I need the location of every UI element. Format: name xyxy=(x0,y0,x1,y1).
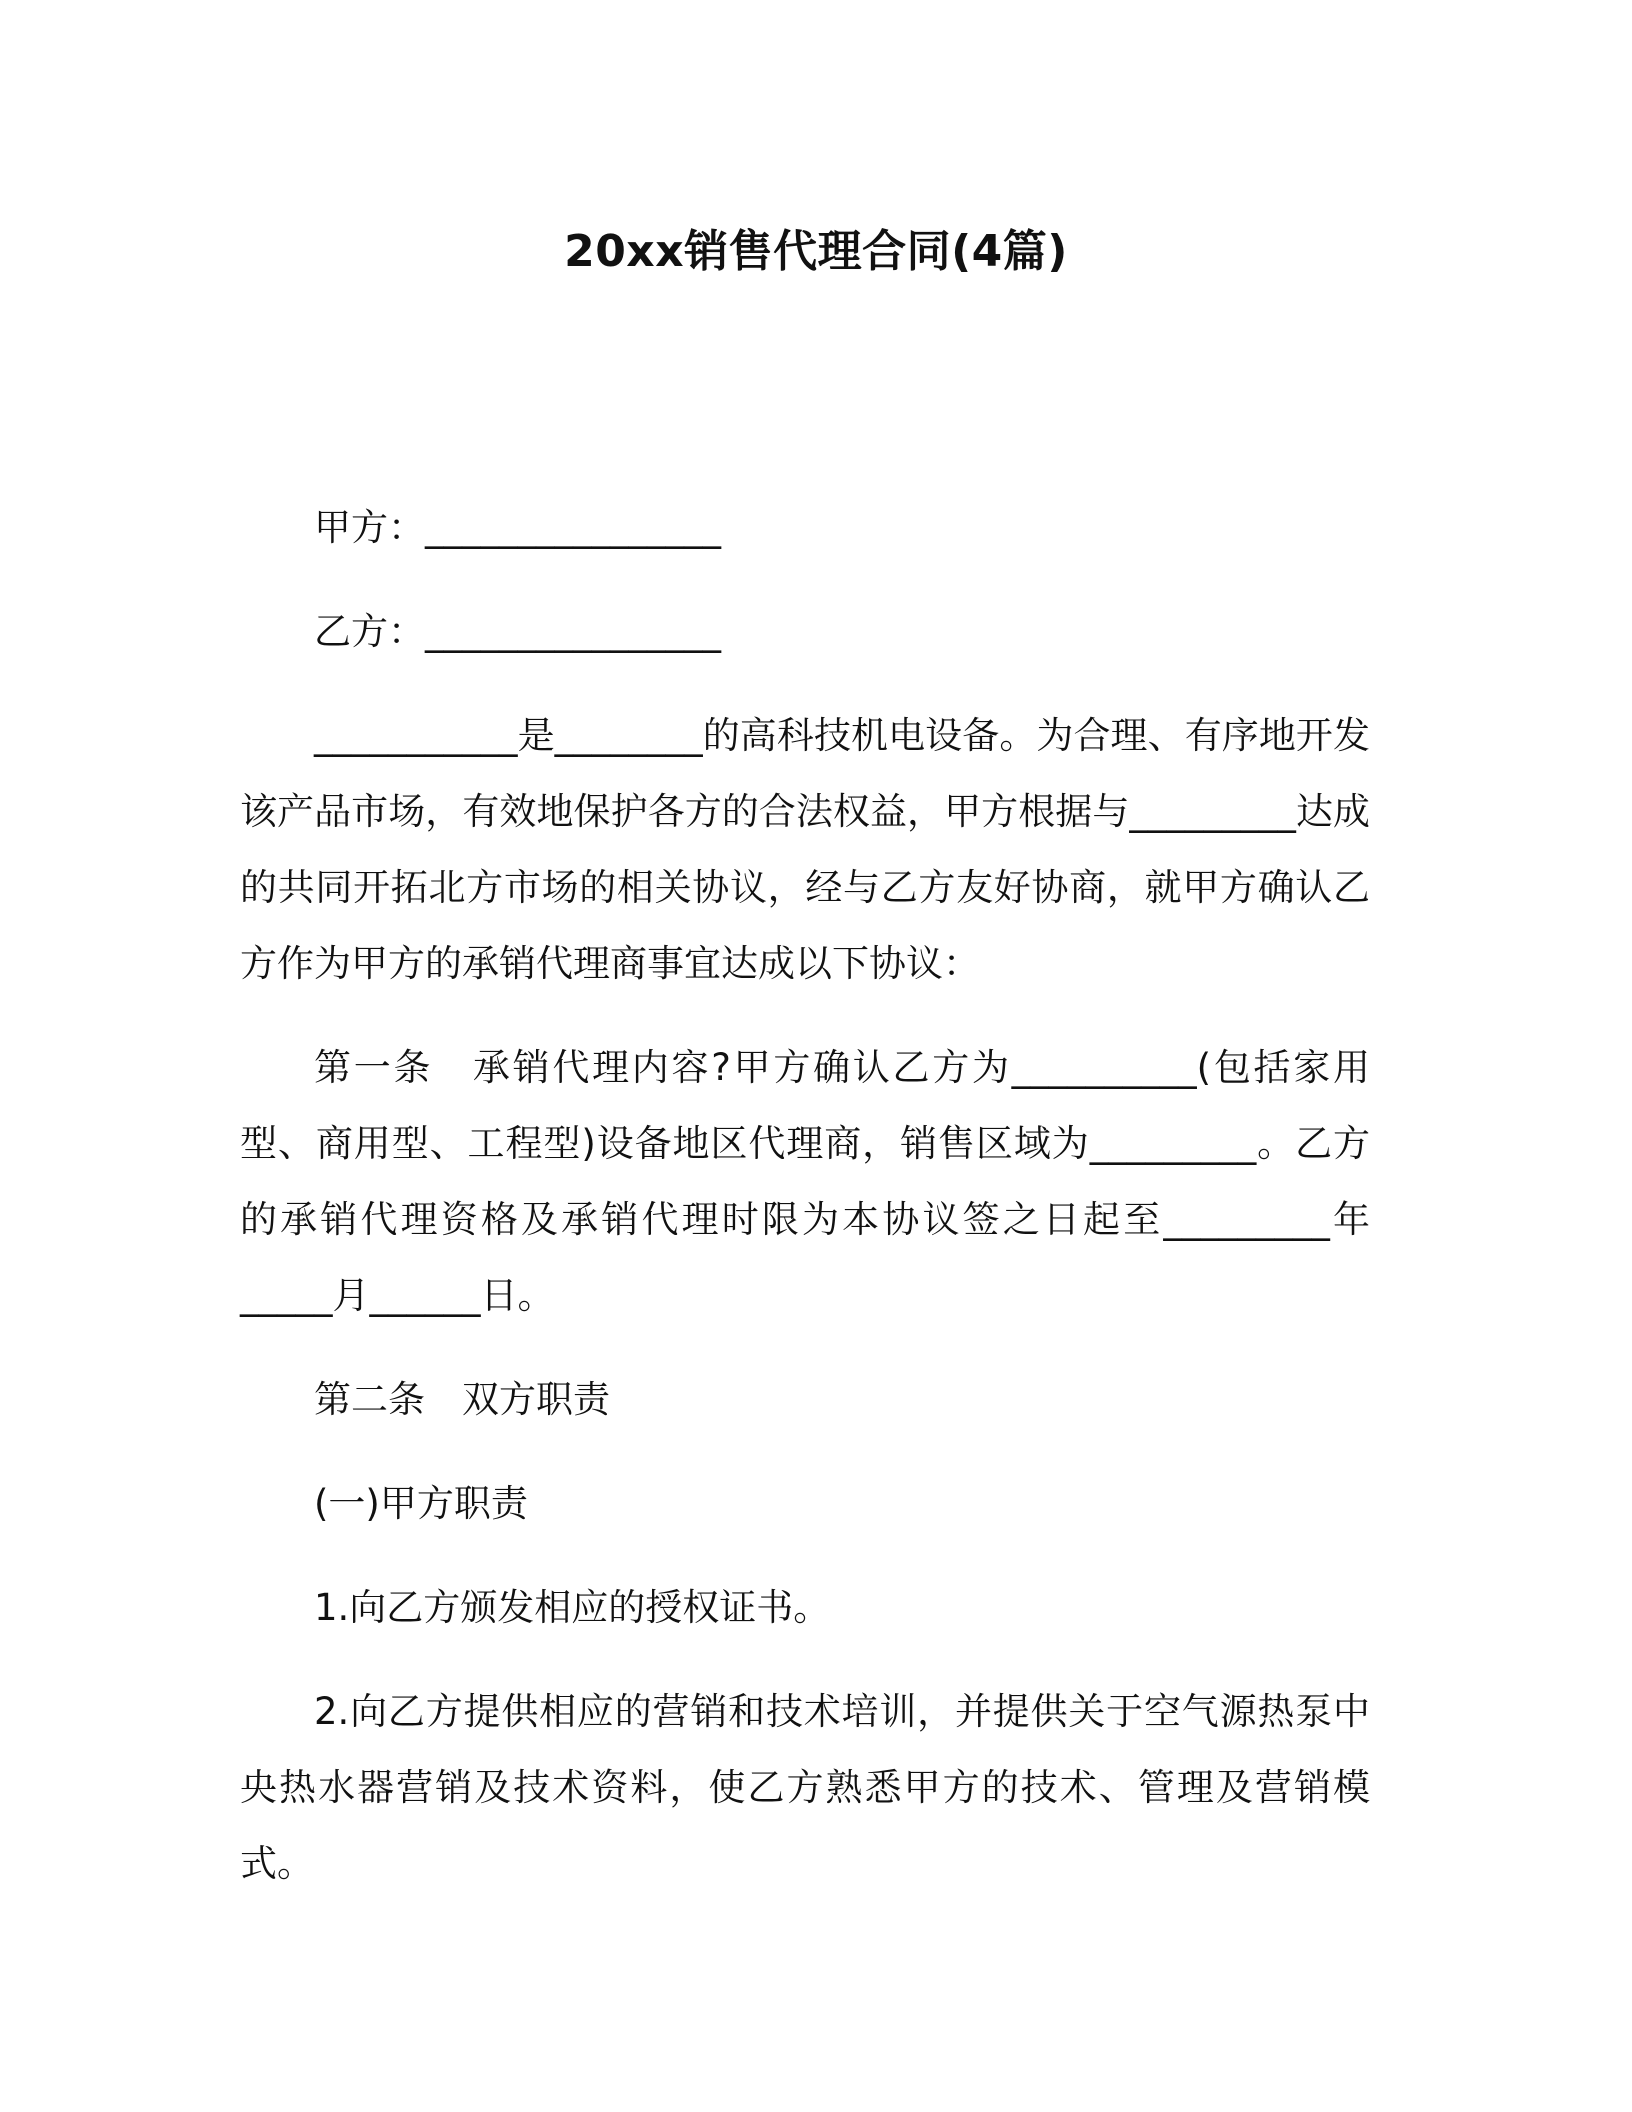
article-1-paragraph: 第一条 承销代理内容?甲方确认乙方为__________(包括家用型、商用型、工程型)设备地区代理商，销售区域为_________。乙方的承销代理资格及承销代理时限为本协议签之日起至_________年_____月______日。 xyxy=(240,1046,1370,1317)
document-title: 20xx销售代理合同(4篇) xyxy=(564,226,1068,277)
preamble-paragraph: ___________是________的高科技机电设备。为合理、有序地开发该产品市场，有效地保护各方的合法权益，甲方根据与_________达成的共同开拓北方市场的相关协议，经与乙方友好协商，就甲方确认乙方作为甲方的承销代理商事宜达成以下协议： xyxy=(240,714,1370,985)
document-body xyxy=(240,490,1370,1930)
duty-item-1: 1.向乙方颁发相应的授权证书。 xyxy=(314,1586,831,1629)
party-a-line: 甲方：________________ xyxy=(314,506,721,549)
party-b-line: 乙方：________________ xyxy=(314,610,721,653)
article-2-heading: 第二条 双方职责 xyxy=(314,1378,610,1421)
party-a-duties-heading: (一)甲方职责 xyxy=(314,1482,528,1525)
duty-item-2: 2.向乙方提供相应的营销和技术培训，并提供关于空气源热泵中央热水器营销及技术资料，使乙方熟悉甲方的技术、管理及营销模式。 xyxy=(240,1690,1370,1885)
